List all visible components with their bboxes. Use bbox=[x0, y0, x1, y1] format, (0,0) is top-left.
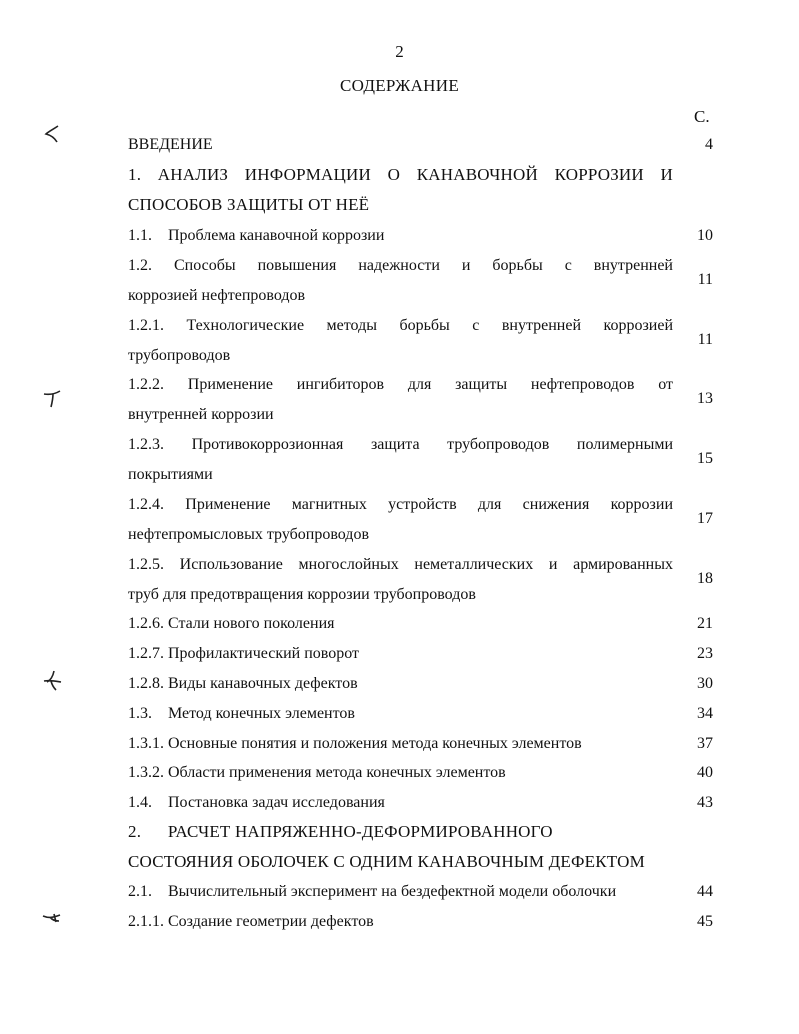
toc-entry-page: 10 bbox=[697, 227, 713, 244]
page-title: СОДЕРЖАНИЕ bbox=[339, 76, 460, 95]
toc-entry-page: 40 bbox=[697, 764, 713, 781]
toc-entry-text: СОСТОЯНИЯ ОБОЛОЧЕК С ОДНИМ КАНАВОЧНЫМ ДЕФЕКТОМ bbox=[128, 852, 645, 871]
toc-entry-text: 1.3.2. Области применения метода конечных элементов bbox=[128, 764, 506, 781]
toc-entry-text: 1.3. Метод конечных элементов bbox=[128, 705, 355, 722]
toc-entry-text: 1.2.5. Использование многослойных неметаллических и армированных bbox=[128, 556, 673, 573]
toc-entry-text: 1.2.2. Применение ингибиторов для защиты нефтепроводов от bbox=[128, 376, 673, 393]
handwritten-mark-icon bbox=[40, 668, 64, 692]
toc-entry-text: 1.2.3. Противокоррозионная защита трубопроводов полимерными bbox=[128, 436, 673, 453]
toc-entry-text: труб для предотвращения коррозии трубопроводов bbox=[128, 586, 476, 603]
toc-entry-page: 11 bbox=[697, 271, 713, 288]
toc-entry-text: нефтепромысловых трубопроводов bbox=[128, 526, 369, 543]
toc-entry-page: 43 bbox=[697, 794, 713, 811]
toc-entry-page: 15 bbox=[697, 450, 713, 467]
toc-entry-text: 1.2. Способы повышения надежности и борьбы с внутренней bbox=[128, 257, 673, 274]
toc-entry-text: коррозией нефтепроводов bbox=[128, 287, 306, 304]
toc-entry-text: 1.1. Проблема канавочной коррозии bbox=[128, 227, 385, 244]
toc-entry-text: 1.2.8. Виды канавочных дефектов bbox=[128, 675, 358, 692]
toc-entry-text: 2.1.1. Создание геометрии дефектов bbox=[128, 913, 374, 930]
toc-entry-text: 1.2.1. Технологические методы борьбы с внутренней коррозией bbox=[128, 317, 673, 334]
toc-entry-text: трубопроводов bbox=[128, 347, 231, 364]
handwritten-mark-icon bbox=[40, 906, 64, 930]
page-number: 2 bbox=[395, 42, 404, 61]
toc-entry-text: 2.1. Вычислительный эксперимент на бездефектной модели оболочки bbox=[128, 883, 617, 900]
toc-entry-text: покрытиями bbox=[128, 466, 213, 483]
toc-entry-page: 17 bbox=[697, 510, 713, 527]
toc-entry-text: 1.2.6. Стали нового поколения bbox=[128, 615, 335, 632]
toc-entry-page: 45 bbox=[697, 913, 713, 930]
toc-entry-page: 4 bbox=[705, 136, 713, 153]
toc-entry-text: 1.4. Постановка задач исследования bbox=[128, 794, 385, 811]
toc-entry-page: 37 bbox=[697, 735, 713, 752]
toc-entry-page: 30 bbox=[697, 675, 713, 692]
toc-entry-text: 1. АНАЛИЗ ИНФОРМАЦИИ О КАНАВОЧНОЙ КОРРОЗИИ И bbox=[128, 165, 673, 184]
toc-entry-page: 44 bbox=[697, 883, 713, 900]
toc-entry-page: 23 bbox=[697, 645, 713, 662]
toc-entry-page: 34 bbox=[697, 705, 713, 722]
toc-entry-page: 18 bbox=[697, 570, 713, 587]
toc-entry-page: 11 bbox=[697, 331, 713, 348]
toc-entry-page: 13 bbox=[697, 390, 713, 407]
toc-entry-page: 21 bbox=[697, 615, 713, 632]
toc-entry-text: СПОСОБОВ ЗАЩИТЫ ОТ НЕЁ bbox=[128, 195, 370, 214]
toc-entry-text: ВВЕДЕНИЕ bbox=[128, 136, 213, 153]
page-column-label: С. bbox=[694, 107, 710, 126]
toc-entry-text: 1.2.7. Профилактический поворот bbox=[128, 645, 360, 662]
toc-entry-text: 1.3.1. Основные понятия и положения метода конечных элементов bbox=[128, 735, 582, 752]
handwritten-mark-icon bbox=[40, 386, 64, 410]
toc-entry-text: 1.2.4. Применение магнитных устройств для снижения коррозии bbox=[128, 496, 673, 513]
toc-entry-text: внутренней коррозии bbox=[128, 406, 274, 423]
handwritten-mark-icon bbox=[40, 122, 64, 146]
toc-entry-text: 2. РАСЧЕТ НАПРЯЖЕННО-ДЕФОРМИРОВАННОГО bbox=[128, 822, 553, 841]
